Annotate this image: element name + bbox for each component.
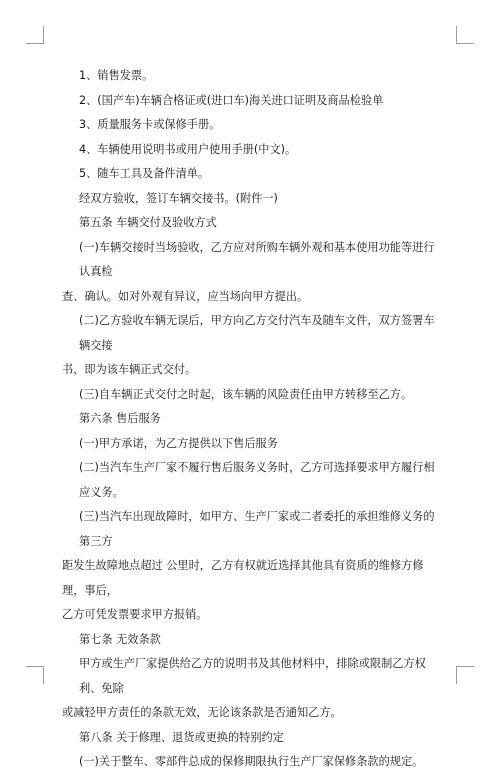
section-heading-article-6: 第六条 售后服务	[79, 412, 161, 425]
list-item-tools-list: 5、随车工具及备件清单。	[79, 167, 210, 180]
crop-mark-top-right-horizontal	[456, 43, 474, 44]
paragraph-line: 书，即为该车辆正式交付。	[62, 363, 197, 376]
paragraph-line: 查、确认。如对外观有异议，应当场向甲方提出。	[62, 289, 309, 303]
paragraph-line: (一)关于整车、零部件总成的保修期限执行生产厂家保修条款的规定。	[79, 755, 424, 768]
paragraph-line: 距发生故障地点超过 公里时，乙方有权就近选择其他具有资质的维修方修理，事后，	[62, 559, 424, 597]
paragraph-line: (一)车辆交接时当场验收，乙方应对所购车辆外观和基本使用功能等进行认真检	[79, 240, 435, 278]
list-item-warranty-card: 3、质量服务卡或保修手册。	[79, 118, 221, 131]
section-heading-article-7: 第七条 无效条款	[79, 632, 161, 646]
crop-mark-top-left-horizontal	[26, 43, 44, 44]
paragraph-line: (二)乙方验收车辆无误后，甲方向乙方交付汽车及随车文件，双方签署车辆交接	[79, 314, 435, 352]
paragraph-line: 乙方可凭发票要求甲方报销。	[62, 608, 208, 621]
paragraph-line: 甲方或生产厂家提供给乙方的说明书及其他材料中，排除或限制乙方权利、免除	[79, 657, 426, 695]
crop-mark-bottom-left-vertical	[43, 666, 44, 684]
crop-mark-top-left-vertical	[43, 26, 44, 44]
document-body	[62, 64, 440, 775]
list-item-sales-invoice: 1、销售发票。	[79, 69, 154, 82]
paragraph-handover: 经双方验收，签订车辆交接书。(附件一)	[79, 191, 278, 205]
paragraph-line: (三)当汽车出现故障时，如甲方、生产厂家或二者委托的承担维修义务的第三方	[79, 510, 435, 548]
crop-mark-bottom-right-horizontal	[456, 666, 474, 667]
section-heading-article-5: 第五条 车辆交付及验收方式	[79, 216, 217, 229]
list-item-certificate: 2、(国产车)车辆合格证或(进口车)海关进口证明及商品检验单	[79, 93, 384, 107]
paragraph-line: (三)自车辆正式交付之时起，该车辆的风险责任由甲方转移至乙方。	[79, 387, 413, 401]
section-heading-article-8: 第八条 关于修理、退货或更换的特别约定	[79, 730, 284, 744]
paragraph-line: (二)当汽车生产厂家不履行售后服务义务时，乙方可选择要求甲方履行相应义务。	[79, 461, 435, 499]
paragraph-line: 或减轻甲方责任的条款无效，无论该条款是否通知乙方。	[62, 706, 342, 719]
crop-mark-top-right-vertical	[456, 26, 457, 44]
list-item-user-manual: 4、车辆使用说明书或用户使用手册(中文)。	[79, 142, 297, 156]
crop-mark-bottom-right-vertical	[456, 666, 457, 684]
crop-mark-bottom-left-horizontal	[26, 666, 44, 667]
paragraph-line: (一)甲方承诺，为乙方提供以下售后服务	[79, 436, 278, 450]
